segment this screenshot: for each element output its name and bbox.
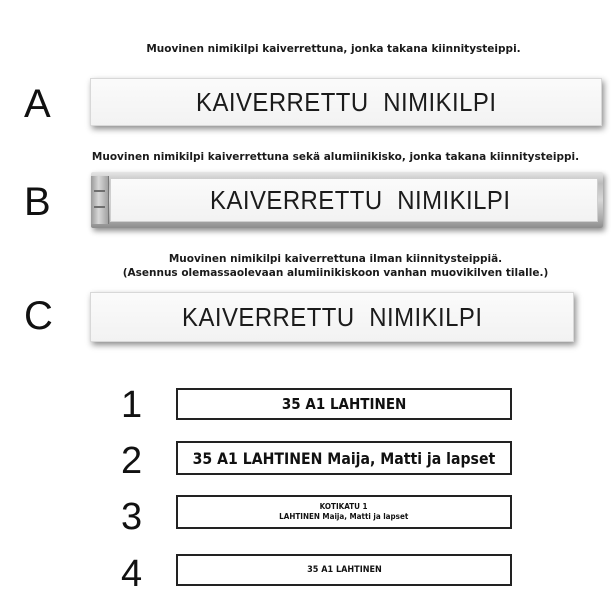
plate-a (90, 78, 602, 126)
example-3-line1: KOTIKATU 1 (320, 502, 368, 511)
plate-c (90, 292, 574, 342)
example-1-number: 1 (121, 384, 143, 426)
letter-b: B (24, 180, 51, 224)
example-3-plate (176, 495, 512, 529)
plate-c-word2: NIMIKILPI (369, 301, 483, 332)
caption-a: Muovinen nimikilpi kaiverrettuna, jonka takana kiinnitysteippi. (146, 43, 521, 55)
example-2-line1: 35 A1 LAHTINEN Maija, Matti ja lapset (192, 448, 496, 468)
caption-c-line1: Muovinen nimikilpi kaiverrettuna ilman kiinnitysteippiä. (168, 253, 503, 265)
plate-a-word1: KAIVERRETTU (195, 86, 369, 117)
example-1-line1: 35 A1 LAHTINEN (281, 395, 407, 413)
plate-c-text (182, 302, 482, 333)
example-3-line2: LAHTINEN Maija, Matti ja lapset (279, 512, 409, 521)
example-4-number: 4 (121, 553, 143, 595)
plate-b (110, 178, 598, 222)
example-4-plate (176, 554, 512, 586)
caption-b: Muovinen nimikilpi kaiverrettuna sekä alumiinikisko, jonka takana kiinnitysteippi. (91, 151, 580, 163)
plate-a-word2: NIMIKILPI (383, 86, 497, 117)
aluminium-rail-end (91, 176, 109, 224)
example-4-line1: 35 A1 LAHTINEN (306, 565, 382, 575)
example-2-number: 2 (121, 440, 143, 482)
plate-b-word1: KAIVERRETTU (209, 184, 383, 215)
example-2-plate (176, 441, 512, 475)
plate-b-word2: NIMIKILPI (397, 184, 511, 215)
caption-c-line2: (Asennus olemassaolevaan alumiinikiskoon vanhan muovikilven tilalle.) (122, 267, 549, 279)
example-1-plate (176, 388, 512, 420)
plate-c-word1: KAIVERRETTU (181, 301, 355, 332)
plate-b-text (210, 185, 510, 216)
example-3-number: 3 (121, 496, 143, 538)
letter-c: C (24, 294, 53, 338)
letter-a: A (24, 82, 51, 126)
plate-a-text (196, 87, 496, 118)
